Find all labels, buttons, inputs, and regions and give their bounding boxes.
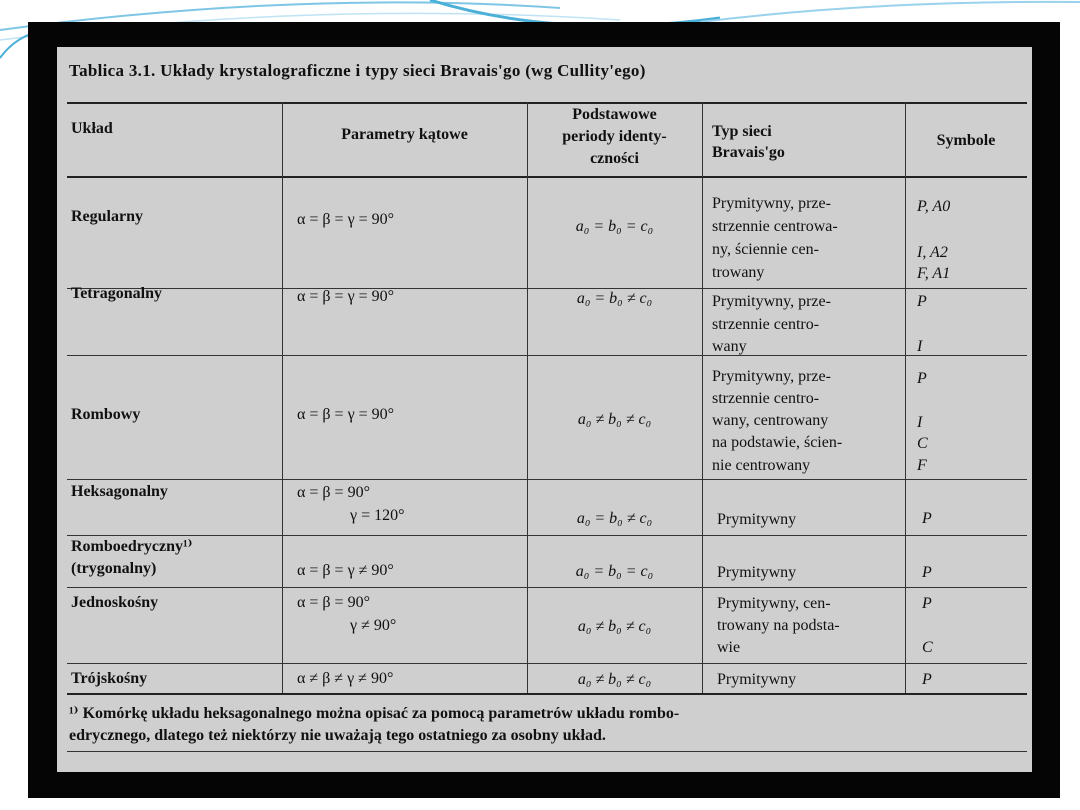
cell-typ: wie	[717, 639, 741, 656]
cell-uklad: Regularny	[71, 208, 143, 225]
col-rule-1	[282, 102, 283, 693]
cell-parametry: γ ≠ 90°	[350, 617, 397, 634]
cell-periody: a₀ = b₀ = c₀	[575, 563, 654, 580]
cell-parametry: α = β = γ = 90°	[297, 211, 395, 228]
rule-header	[67, 176, 1027, 178]
footnote-line: ¹⁾ Komórkę układu heksagonalnego można opisać za pomocą parametrów układu rombo-	[69, 705, 680, 722]
cell-symbol: P	[922, 671, 932, 688]
cell-parametry: α = β = 90°	[297, 594, 370, 611]
header-periody-3: czności	[590, 150, 639, 167]
cell-uklad: Jednoskośny	[71, 594, 159, 611]
cell-typ: Prymitywny, prze-	[712, 293, 831, 310]
cell-typ: ny, ściennie cen-	[712, 241, 819, 258]
rule-row4	[67, 535, 1027, 536]
cell-uklad: Tetragonalny	[71, 285, 162, 302]
rule-row2	[67, 355, 1027, 356]
cell-periody: a₀ ≠ b₀ ≠ c₀	[577, 671, 652, 688]
cell-parametry: α = β = γ = 90°	[297, 406, 395, 423]
header-typ-2: Bravais'go	[712, 144, 785, 161]
cell-symbol: P	[922, 564, 932, 581]
footnote-line: edrycznego, dlatego też niektórzy nie uważają tego ostatniego za osobny układ.	[69, 727, 606, 744]
cell-periody: a₀ = b₀ ≠ c₀	[576, 290, 653, 307]
cell-symbol: I, A2	[917, 244, 948, 261]
cell-periody: a₀ ≠ b₀ ≠ c₀	[577, 411, 652, 428]
header-typ-1: Typ sieci	[712, 123, 772, 140]
cell-uklad: Heksagonalny	[71, 483, 168, 500]
cell-typ: Prymitywny, cen-	[717, 595, 831, 612]
document-page	[57, 47, 1032, 772]
cell-typ: wany, centrowany	[712, 412, 829, 429]
cell-uklad: Rombowy	[71, 406, 141, 423]
cell-typ: Prymitywny	[717, 564, 797, 581]
col-rule-2	[527, 102, 528, 693]
cell-parametry: α ≠ β ≠ γ ≠ 90°	[297, 670, 394, 687]
cell-typ: wany	[712, 338, 747, 355]
cell-periody: a₀ = b₀ ≠ c₀	[576, 510, 653, 527]
col-rule-4	[905, 102, 906, 693]
cell-symbol: I	[917, 338, 923, 355]
rule-row6	[67, 663, 1027, 664]
header-parametry: Parametry kątowe	[341, 126, 468, 143]
cell-periody: a₀ ≠ b₀ ≠ c₀	[577, 618, 652, 635]
cell-typ: strzennie centro-	[712, 316, 820, 333]
rule-row3	[67, 479, 1027, 480]
cell-typ: Prymitywny, prze-	[712, 368, 831, 385]
header-periody-1: Podstawowe	[572, 106, 657, 123]
cell-symbol: P, A0	[917, 198, 951, 215]
cell-symbol: P	[922, 510, 932, 527]
cell-symbol: F	[917, 457, 927, 474]
cell-typ: strzennie centro-	[712, 390, 820, 407]
cell-uklad: Romboedryczny¹⁾	[71, 538, 193, 555]
cell-typ: trowany	[712, 264, 765, 281]
cell-parametry: γ = 120°	[350, 507, 405, 524]
cell-symbol: P	[922, 595, 932, 612]
cell-symbol: I	[917, 414, 923, 431]
cell-typ: na podstawie, ścien-	[712, 434, 843, 451]
cell-uklad: Trójskośny	[71, 670, 148, 687]
header-uklad: Układ	[71, 120, 113, 137]
cell-symbol: P	[917, 293, 927, 310]
footnote	[69, 703, 679, 747]
cell-typ: Prymitywny	[717, 671, 797, 688]
cell-symbol: F, A1	[917, 265, 951, 282]
cell-parametry: α = β = γ ≠ 90°	[297, 562, 394, 579]
cell-typ: Prymitywny	[717, 511, 797, 528]
rule-footnote	[67, 751, 1027, 752]
cell-typ: Prymitywny, prze-	[712, 195, 831, 212]
header-periody-2: periody identy-	[562, 128, 667, 145]
col-rule-3	[702, 102, 703, 693]
cell-symbol: P	[917, 370, 927, 387]
rule-row5	[67, 587, 1027, 588]
table-title: Tablica 3.1. Układy krystalograficzne i typy sieci Bravais'go (wg Cullity'ego)	[69, 61, 646, 80]
cell-symbol: C	[917, 435, 928, 452]
cell-symbol: C	[922, 639, 933, 656]
cell-parametry: α = β = γ = 90°	[297, 288, 395, 305]
header-symbole: Symbole	[936, 132, 996, 149]
cell-uklad: (trygonalny)	[71, 560, 157, 577]
rule-top	[67, 102, 1027, 104]
cell-typ: nie centrowany	[712, 457, 811, 474]
rule-bottom	[67, 693, 1027, 695]
cell-parametry: α = β = 90°	[297, 484, 370, 501]
cell-typ: strzennie centrowa-	[712, 218, 838, 235]
cell-periody: a₀ = b₀ = c₀	[575, 218, 654, 235]
cell-typ: trowany na podsta-	[717, 617, 840, 634]
